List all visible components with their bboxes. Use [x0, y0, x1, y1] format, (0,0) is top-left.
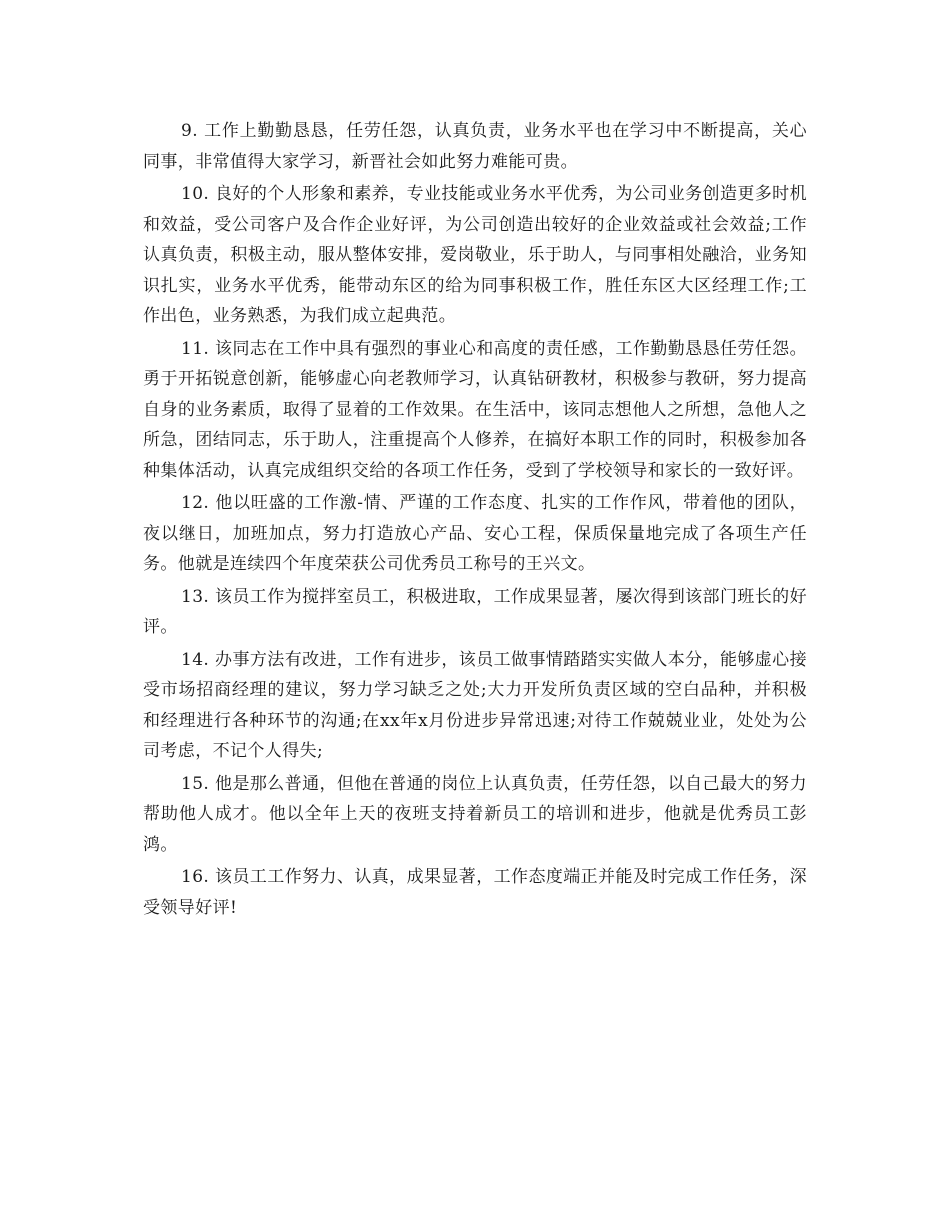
- paragraph-16: 16. 该员工工作努力、认真，成果显著，工作态度端正并能及时完成工作任务，深受领导好评!: [143, 867, 807, 918]
- paragraph-14: 14. 办事方法有改进，工作有进步，该员工做事情踏踏实实做人本分，能够虚心接受市场招商经理的建议，努力学习缺乏之处;大力开发所负责区域的空白品种，并积极和经理进行各种环节的沟通;在xx年x月份进步异常迅速;对待工作兢兢业业，处处为公司考虑，不记个人得失;: [143, 649, 807, 761]
- paragraph-10: 10. 良好的个人形象和素养，专业技能或业务水平优秀，为公司业务创造更多时机和效益，受公司客户及合作企业好评，为公司创造出较好的企业效益或社会效益;工作认真负责，积极主动，服从整体安排，爱岗敬业，乐于助人，与同事相处融洽，业务知识扎实，业务水平优秀，能带动东区的给为同事积极工作，胜任东区大区经理工作;工作出色，业务熟悉，为我们成立起典范。: [143, 184, 807, 326]
- paragraph-11: 11. 该同志在工作中具有强烈的事业心和高度的责任感，工作勤勤恳恳任劳任怨。勇于开拓锐意创新，能够虚心向老教师学习，认真钻研教材，积极参与教研，努力提高自身的业务素质，取得了显着的工作效果。在生活中，该同志想他人之所想，急他人之所急，团结同志，乐于助人，注重提高个人修养，在搞好本职工作的同时，积极参加各种集体活动，认真完成组织交给的各项工作任务，受到了学校领导和家长的一致好评。: [143, 338, 807, 481]
- document-body: [143, 116, 807, 923]
- paragraph-15: 15. 他是那么普通，但他在普通的岗位上认真负责，任劳任怨，以自己最大的努力帮助他人成才。他以全年上天的夜班支持着新员工的培训和进步，他就是优秀员工彭鸿。: [143, 773, 807, 855]
- paragraph-13: 13. 该员工作为搅拌室员工，积极进取，工作成果显著，屡次得到该部门班长的好评。: [143, 586, 807, 637]
- paragraph-12: 12. 他以旺盛的工作激-情、严谨的工作态度、扎实的工作作风，带着他的团队，夜以继日，加班加点，努力打造放心产品、安心工程，保质保量地完成了各项生产任务。他就是连续四个年度荣获公司优秀员工称号的王兴文。: [143, 493, 807, 574]
- paragraph-9: 9. 工作上勤勤恳恳，任劳任怨，认真负责，业务水平也在学习中不断提高，关心同事，非常值得大家学习，新晋社会如此努力难能可贵。: [143, 121, 807, 172]
